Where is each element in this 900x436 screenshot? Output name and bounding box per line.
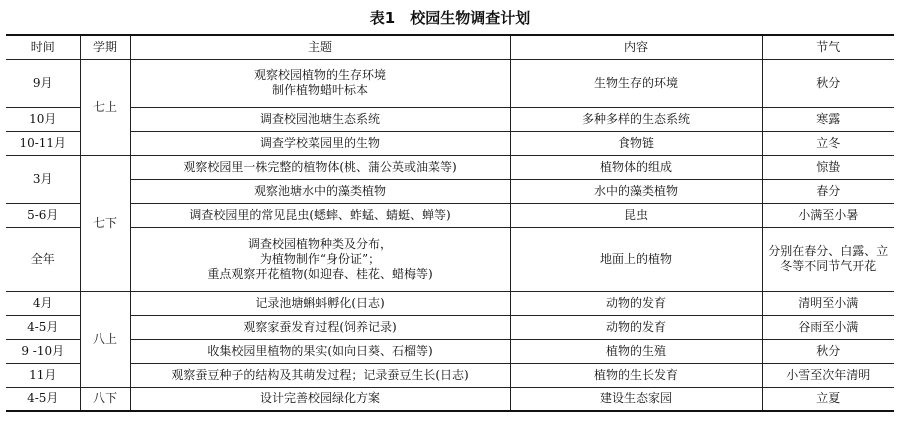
time-cell: 3月 — [6, 155, 80, 203]
topic-cell: 观察蚕豆种子的结构及其萌发过程；记录蚕豆生长(日志) — [130, 363, 510, 387]
table-row — [6, 131, 894, 155]
topic-cell: 调查学校菜园里的生物 — [130, 131, 510, 155]
content-cell: 生物生存的环境 — [510, 59, 762, 107]
time-cell: 9 -10月 — [6, 339, 80, 363]
topic-cell: 调查校园植物种类及分布， 为植物制作“身份证”； 重点观察开花植物(如迎春、桂花、蜡梅等) — [130, 227, 510, 291]
solar-term-cell: 春分 — [762, 179, 894, 203]
solar-term-cell: 清明至小满 — [762, 291, 894, 315]
content-cell: 多种多样的生态系统 — [510, 107, 762, 131]
time-cell: 全年 — [6, 227, 80, 291]
table-title: 表1 校园生物调查计划 — [369, 9, 531, 27]
topic-cell: 调查校园池塘生态系统 — [130, 107, 510, 131]
solar-term-cell: 分别在春分、白露、立 冬等不同节气开花 — [762, 227, 894, 291]
content-cell: 地面上的植物 — [510, 227, 762, 291]
table-row — [6, 227, 894, 291]
time-cell: 5-6月 — [6, 203, 80, 227]
content-cell: 食物链 — [510, 131, 762, 155]
time-cell: 11月 — [6, 363, 80, 387]
time-cell: 10月 — [6, 107, 80, 131]
header-row — [6, 35, 894, 59]
topic-cell: 调查校园里的常见昆虫(蟋蟀、蚱蜢、蜻蜓、蝉等) — [130, 203, 510, 227]
time-cell: 4-5月 — [6, 387, 80, 411]
table-row — [6, 107, 894, 131]
solar-term-cell: 惊蛰 — [762, 155, 894, 179]
table-row — [6, 315, 894, 339]
content-cell: 植物的生殖 — [510, 339, 762, 363]
table-row — [6, 155, 894, 179]
table-row — [6, 363, 894, 387]
table-row — [6, 339, 894, 363]
content-cell: 昆虫 — [510, 203, 762, 227]
solar-term-cell: 小满至小暑 — [762, 203, 894, 227]
time-cell: 9月 — [6, 59, 80, 107]
topic-cell: 观察家蚕发育过程(饲养记录) — [130, 315, 510, 339]
solar-term-cell: 寒露 — [762, 107, 894, 131]
semester-cell: 七上 — [80, 59, 130, 155]
table-row — [6, 291, 894, 315]
semester-cell: 七下 — [80, 155, 130, 291]
header-solar-term: 节气 — [762, 35, 894, 59]
topic-cell: 观察校园植物的生存环境 制作植物蜡叶标本 — [130, 59, 510, 107]
solar-term-cell: 立夏 — [762, 387, 894, 411]
solar-term-cell: 小雪至次年清明 — [762, 363, 894, 387]
solar-term-cell: 谷雨至小满 — [762, 315, 894, 339]
solar-term-cell: 立冬 — [762, 131, 894, 155]
table-row — [6, 203, 894, 227]
topic-cell: 记录池塘蝌蚪孵化(日志) — [130, 291, 510, 315]
solar-term-cell: 秋分 — [762, 59, 894, 107]
content-cell: 动物的发育 — [510, 291, 762, 315]
content-cell: 水中的藻类植物 — [510, 179, 762, 203]
table-row — [6, 179, 894, 203]
time-cell: 10-11月 — [6, 131, 80, 155]
semester-cell: 八上 — [80, 291, 130, 387]
time-cell: 4-5月 — [6, 315, 80, 339]
semester-cell: 八下 — [80, 387, 130, 411]
time-cell: 4月 — [6, 291, 80, 315]
table-row — [6, 387, 894, 411]
content-cell: 植物的生长发育 — [510, 363, 762, 387]
topic-cell: 观察校园里一株完整的植物体(桃、蒲公英或油菜等) — [130, 155, 510, 179]
header-topic: 主题 — [130, 35, 510, 59]
topic-cell: 设计完善校园绿化方案 — [130, 387, 510, 411]
header-content: 内容 — [510, 35, 762, 59]
survey-plan-table — [6, 34, 894, 412]
header-time: 时间 — [6, 35, 80, 59]
topic-cell: 收集校园里植物的果实(如向日葵、石榴等) — [130, 339, 510, 363]
header-semester: 学期 — [80, 35, 130, 59]
topic-cell: 观察池塘水中的藻类植物 — [130, 179, 510, 203]
table-row — [6, 59, 894, 107]
content-cell: 动物的发育 — [510, 315, 762, 339]
solar-term-cell: 秋分 — [762, 339, 894, 363]
content-cell: 建设生态家园 — [510, 387, 762, 411]
content-cell: 植物体的组成 — [510, 155, 762, 179]
